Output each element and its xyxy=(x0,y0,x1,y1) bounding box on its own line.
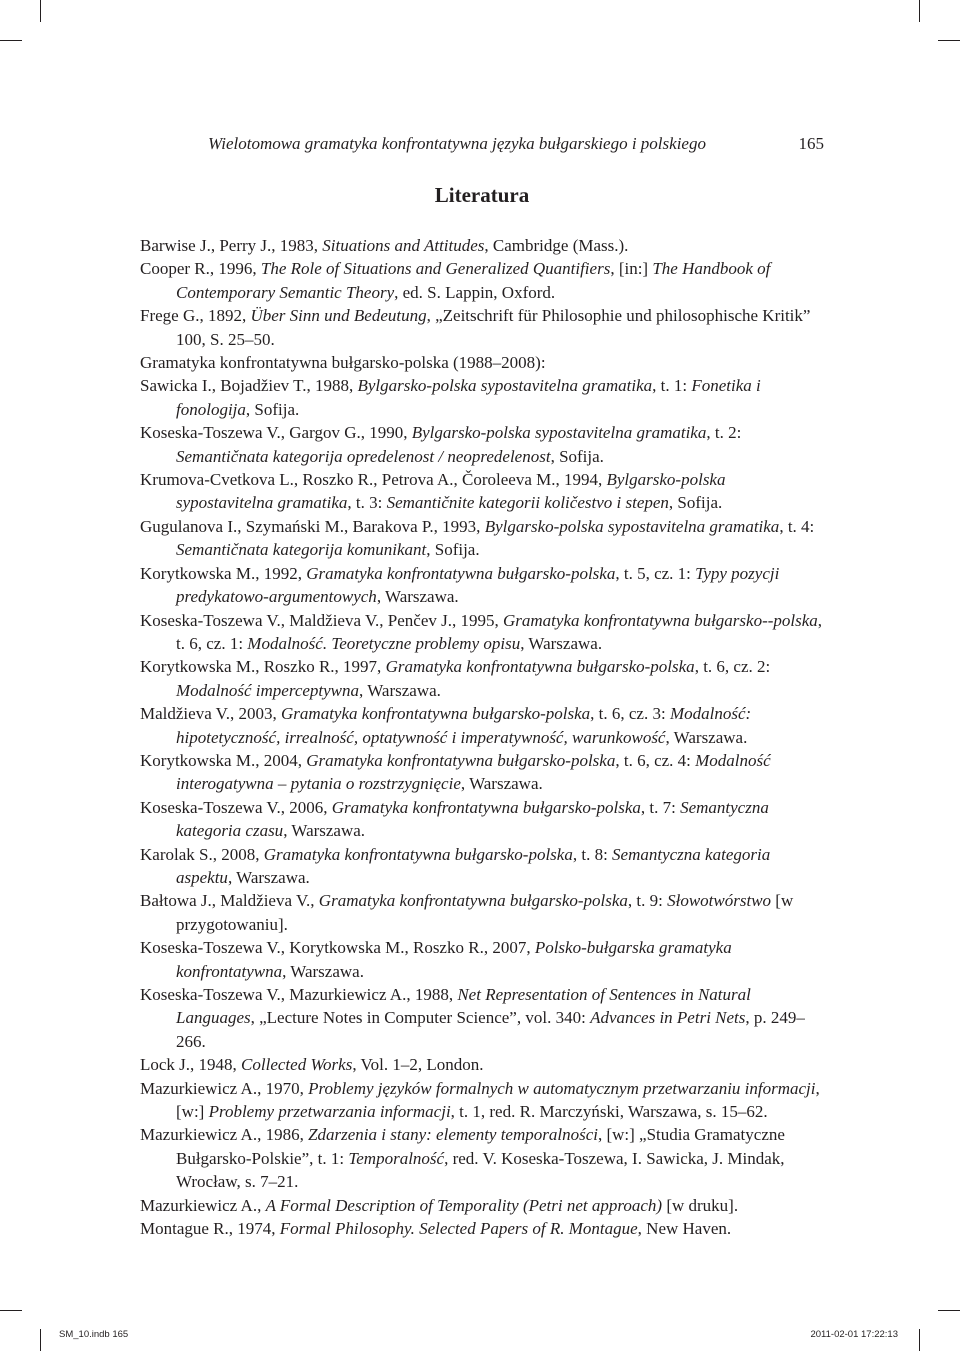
reference-text: Koseska-Toszewa V., Korytkowska M., Roszko R., 2007, xyxy=(140,938,535,958)
reference-entry xyxy=(140,421,824,468)
reference-text: , Warszawa. xyxy=(665,727,748,747)
reference-text: Koseska-Toszewa V., Gargov G., 1990, xyxy=(140,423,412,443)
reference-text: Korytkowska M., 2004, xyxy=(140,750,307,770)
reference-list xyxy=(140,234,824,1240)
reference-text: , Warszawa. xyxy=(376,587,459,607)
slug-file-name: SM_10.indb 165 xyxy=(59,1329,129,1340)
reference-text: Korytkowska M., Roszko R., 1997, xyxy=(140,657,386,677)
reference-entry xyxy=(140,1053,824,1076)
reference-text: , t. 9: xyxy=(627,891,668,911)
reference-text: , t. 4: xyxy=(779,516,815,536)
reference-entry xyxy=(140,468,824,515)
reference-text: , Cambridge (Mass.). xyxy=(484,236,629,255)
reference-entry xyxy=(140,351,824,374)
reference-text: Bałtowa J., Maldžieva V., xyxy=(140,891,319,911)
reference-text: , t. 6, cz. 4: xyxy=(615,750,696,770)
page-number: 165 xyxy=(798,134,824,153)
crop-mark-left-top xyxy=(0,40,22,41)
reference-text: , Warszawa. xyxy=(283,821,366,841)
crop-mark-left-bottom xyxy=(0,1310,22,1311)
reference-text: , Sofija. xyxy=(550,446,604,466)
crop-mark-top-right xyxy=(919,0,920,22)
reference-text: , Sofija. xyxy=(245,399,300,419)
reference-title: Bylgarsko-polska sypostavitelna gramatika xyxy=(484,516,780,536)
reference-text: , [w:] xyxy=(176,1078,820,1122)
reference-text: , ed. S. Lappin, Oxford. xyxy=(394,282,556,302)
crop-mark-top-left xyxy=(40,0,41,22)
reference-entry xyxy=(140,983,824,1053)
reference-text: , Warszawa. xyxy=(282,961,364,981)
reference-title: Advances in Petri Nets xyxy=(590,1008,746,1028)
reference-title: Gramatyka konfrontatywna bułgarsko-polska xyxy=(306,750,616,770)
reference-title: Gramatyka konfrontatywna bułgarsko-polska xyxy=(385,657,695,677)
reference-entry xyxy=(140,1077,824,1124)
reference-text: Frege G., 1892, xyxy=(140,306,251,326)
reference-title: Semantyczna kategoria czasu xyxy=(176,797,769,841)
reference-text: , Warszawa. xyxy=(359,680,441,700)
reference-text: , [w:] „Studia Gramatyczne Bułgarsko-Polskie”, t. 1: xyxy=(176,1125,785,1168)
reference-title: Situations and Attitudes xyxy=(322,236,485,255)
reference-title: Fonetika i fonologija xyxy=(176,376,761,419)
reference-title: The Role of Situations and Generalized Quantifiers xyxy=(260,259,611,279)
reference-text: , t. 3: xyxy=(347,493,387,513)
reference-title: Semantičnite kategorii količestvo i stepen xyxy=(386,493,669,513)
reference-text: Lock J., 1948, xyxy=(140,1055,242,1075)
reference-title: Gramatyka konfrontatywna bułgarsko-polska xyxy=(263,844,573,864)
reference-title: Gramatyka konfrontatywna bułgarsko--polska xyxy=(503,610,818,630)
reference-text: , Warszawa. xyxy=(227,867,310,887)
reference-title: A Formal Description of Temporality (Petri net approach) xyxy=(265,1195,663,1215)
reference-text: Gramatyka konfrontatywna bułgarsko-polska (1988–2008): xyxy=(140,353,546,373)
reference-text: Mazurkiewicz A., 1970, xyxy=(140,1078,309,1098)
reference-text: Barwise J., Perry J., 1983, xyxy=(140,236,323,255)
print-slug xyxy=(0,1323,960,1351)
reference-text: , New Haven. xyxy=(637,1219,732,1239)
reference-text: Maldžieva V., 2003, xyxy=(140,704,282,724)
reference-text: Koseska-Toszewa V., Mazurkiewicz A., 1988, xyxy=(140,985,458,1004)
crop-mark-right-bottom xyxy=(938,1310,960,1311)
reference-entry xyxy=(140,655,824,702)
slug-timestamp: 2011-02-01 17:22:13 xyxy=(810,1329,898,1340)
reference-title: Modalność: hipotetyczność, irrealność, optatywność i imperatywność, warunkowość xyxy=(176,704,752,747)
reference-title: Bylgarsko-polska sypostavitelna gramatika xyxy=(411,423,707,443)
reference-entry xyxy=(140,562,824,609)
reference-title: Bylgarsko-polska sypostavitelna gramatika xyxy=(357,376,653,396)
reference-text: Korytkowska M., 1992, xyxy=(140,563,307,583)
reference-title: Modalność interogatywna – pytania o rozstrzygnięcie xyxy=(176,750,771,794)
reference-title: Semantičnata kategorija opredelenost / neopredelenost xyxy=(176,446,551,466)
reference-entry xyxy=(140,1123,824,1193)
reference-text: , t. 1, red. R. Marczyński, Warszawa, s. 15–62. xyxy=(450,1102,768,1122)
reference-text: Koseska-Toszewa V., 2006, xyxy=(140,797,332,817)
reference-entry xyxy=(140,936,824,983)
reference-title: Modalność. Teoretyczne problemy opisu xyxy=(247,633,521,653)
reference-text: , t. 6, cz. 3: xyxy=(590,704,670,724)
reference-entry xyxy=(140,702,824,749)
reference-title: Formal Philosophy. Selected Papers of R. Montague xyxy=(279,1219,638,1239)
reference-title: Problemy przetwarzania informacji xyxy=(208,1102,451,1122)
reference-text: , „Zeitschrift für Philosophie und philosophische Kritik” 100, S. 25–50. xyxy=(176,306,811,349)
running-title: Wielotomowa gramatyka konfrontatywna języka bułgarskiego i polskiego xyxy=(208,134,706,153)
reference-title: Problemy języków formalnych w automatycznym przetwarzaniu informacji xyxy=(308,1078,816,1098)
reference-text: Koseska-Toszewa V., Maldžieva V., Penčev J., 1995, xyxy=(140,610,503,630)
reference-text: , Sofija. xyxy=(426,540,480,560)
reference-entry xyxy=(140,796,824,843)
reference-entry xyxy=(140,257,824,304)
reference-entry xyxy=(140,374,824,421)
reference-entry xyxy=(140,1194,824,1217)
reference-title: Gramatyka konfrontatywna bułgarsko-polska xyxy=(318,891,628,911)
reference-text: , t. 7: xyxy=(640,797,681,817)
reference-text: , [in:] xyxy=(610,259,653,279)
reference-text: , t. 8: xyxy=(572,844,613,864)
reference-text: , p. 249–266. xyxy=(176,1008,805,1051)
reference-title: Słowotwórstwo xyxy=(667,891,772,911)
crop-mark-right-top xyxy=(938,40,960,41)
reference-title: Modalność imperceptywna xyxy=(176,680,360,700)
reference-title: Temporalność xyxy=(348,1148,445,1168)
reference-text: Cooper R., 1996, xyxy=(140,259,261,279)
reference-title: Semantičnata kategorija komunikant xyxy=(176,540,427,560)
reference-entry xyxy=(140,889,824,936)
reference-entry xyxy=(140,843,824,890)
reference-text: , t. 5, cz. 1: xyxy=(615,563,696,583)
reference-text: Gugulanova I., Szymański M., Barakova P., 1993, xyxy=(140,516,485,536)
reference-text: , Sofija. xyxy=(668,493,723,513)
reference-text: Mazurkiewicz A., 1986, xyxy=(140,1125,309,1145)
running-header xyxy=(140,132,824,156)
reference-text: Sawicka I., Bojadžiev T., 1988, xyxy=(140,376,358,396)
reference-text: Krumova-Cvetkova L., Roszko R., Petrova A., Čoroleeva M., 1994, xyxy=(140,470,607,490)
reference-text: [w przygotowaniu]. xyxy=(176,891,794,934)
reference-title: Über Sinn und Bedeutung xyxy=(250,306,427,326)
reference-title: Gramatyka konfrontatywna bułgarsko-polska xyxy=(281,704,591,724)
reference-title: Polsko-bułgarska gramatyka konfrontatywna xyxy=(176,938,732,981)
reference-title: Zdarzenia i stany: elementy temporalności xyxy=(308,1125,598,1145)
reference-text: Montague R., 1974, xyxy=(140,1219,280,1239)
reference-entry xyxy=(140,234,824,257)
reference-text: , t. 2: xyxy=(706,423,742,443)
reference-text: , „Lecture Notes in Computer Science”, vol. 340: xyxy=(250,1008,591,1028)
reference-entry xyxy=(140,749,824,796)
reference-text: , Warszawa. xyxy=(460,774,543,794)
reference-text: , Warszawa. xyxy=(520,633,603,653)
reference-text: Karolak S., 2008, xyxy=(140,844,264,864)
reference-text: , t. 6, cz. 2: xyxy=(694,657,771,677)
reference-entry xyxy=(140,304,824,351)
reference-entry xyxy=(140,1217,824,1240)
reference-title: The Handbook of Contemporary Semantic Theory xyxy=(176,259,771,302)
reference-title: Gramatyka konfrontatywna bułgarsko-polska xyxy=(331,797,641,817)
reference-title: Net Representation of Sentences in Natural Languages xyxy=(176,985,751,1028)
reference-entry xyxy=(140,515,824,562)
reference-entry xyxy=(140,609,824,656)
reference-text: , Vol. 1–2, London. xyxy=(352,1055,484,1075)
reference-title: Bylgarsko-polska sypostavitelna gramatika xyxy=(176,470,726,513)
reference-text: [w druku]. xyxy=(662,1195,739,1215)
reference-text: , t. 6, cz. 1: xyxy=(176,610,823,653)
reference-text: , red. V. Koseska-Toszewa, I. Sawicka, J. Mindak, Wrocław, s. 7–21. xyxy=(176,1148,785,1192)
reference-title: Gramatyka konfrontatywna bułgarsko-polska xyxy=(306,563,616,583)
reference-title: Typy pozycji predykatowo-argumentowych xyxy=(176,563,780,607)
reference-text: Mazurkiewicz A., xyxy=(140,1195,266,1215)
reference-title: Collected Works xyxy=(241,1055,353,1075)
reference-title: Semantyczna kategoria aspektu xyxy=(176,844,771,887)
section-heading: Literatura xyxy=(434,183,530,207)
reference-text: , t. 1: xyxy=(652,376,692,396)
